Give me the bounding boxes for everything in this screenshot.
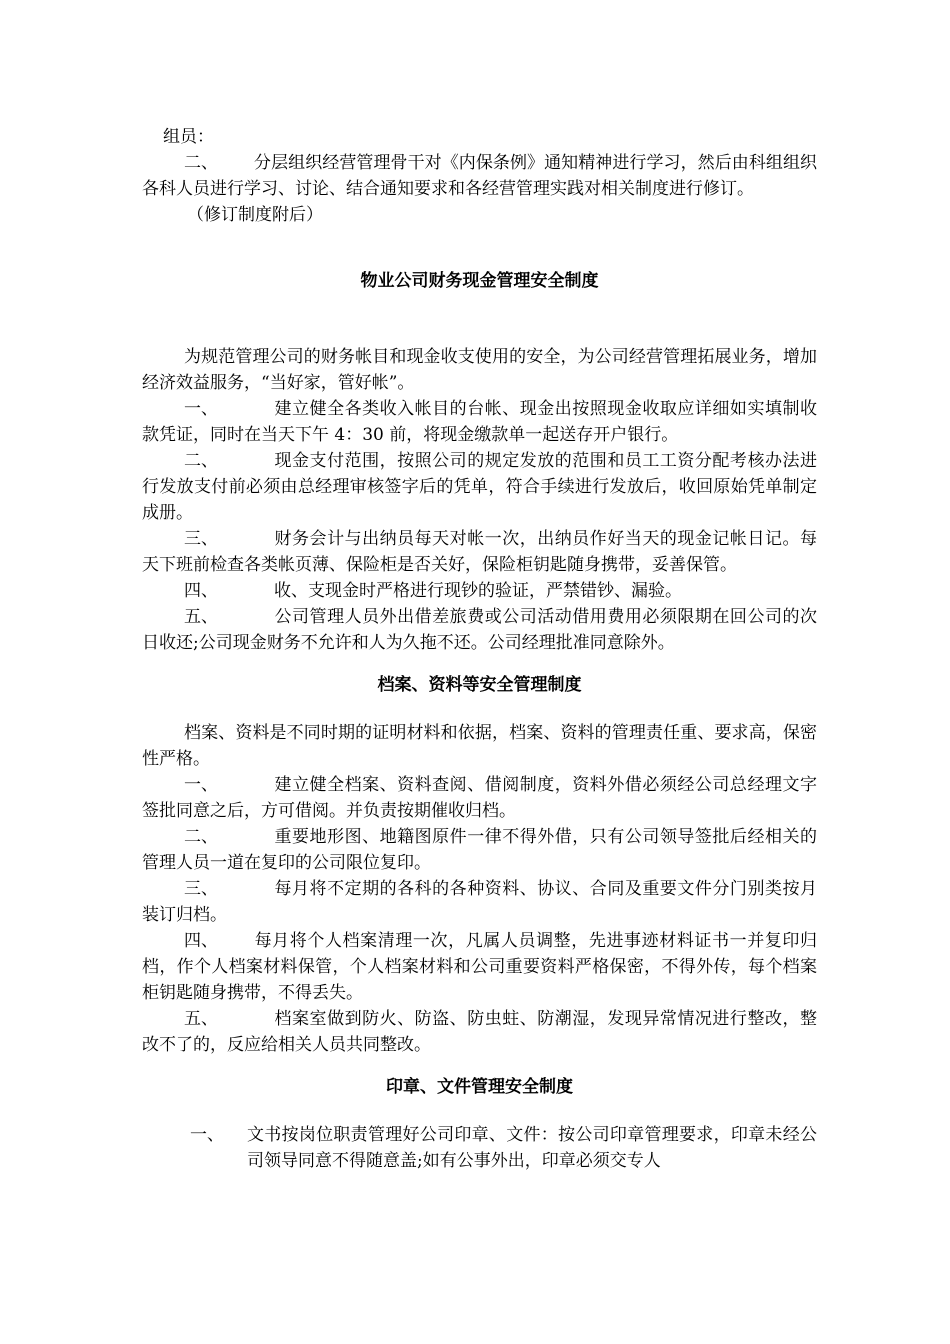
list-item [142, 578, 817, 604]
item-number: 三、 [184, 879, 218, 899]
item-text: 公司管理人员外出借差旅费或公司活动借用费用必须限期在回公司的次日收还;公司现金财务不允许和人为久拖不还。公司经理批准同意除外。 [142, 607, 817, 653]
item-number: 五、 [184, 1009, 218, 1029]
list-item [142, 772, 817, 824]
list-item [142, 824, 817, 876]
members-line: 组员： [163, 127, 214, 147]
section-intro: 档案、资料是不同时期的证明材料和依据，档案、资料的管理责任重、要求高，保密性严格。 [142, 723, 817, 769]
list-item [142, 448, 817, 526]
list-item [142, 396, 817, 448]
item-number: 四、 [184, 931, 218, 951]
item-number: 二、 [184, 153, 218, 173]
document-page [142, 124, 817, 1174]
revision-note: （修订制度附后） [187, 205, 323, 225]
item-text: 财务会计与出纳员每天对帐一次，出纳员作好当天的现金记帐日记。每天下班前检查各类帐页薄、保险柜是否关好，保险柜钥匙随身携带，妥善保管。 [142, 529, 817, 575]
list-item [142, 1122, 817, 1174]
item-number: 五、 [184, 607, 218, 627]
section-title-archives: 档案、资料等安全管理制度 [377, 675, 582, 695]
list-item [142, 1006, 817, 1058]
item-text: 现金支付范围，按照公司的规定发放的范围和员工工资分配考核办法进行发放支付前必须由总经理审核签字后的凭单，符合手续进行发放后，收回原始凭单制定成册。 [142, 451, 817, 523]
list-item [142, 526, 817, 578]
list-item [142, 876, 817, 928]
item-number: 一、 [190, 1125, 224, 1145]
item-text: 每月将个人档案清理一次，凡属人员调整，先进事迹材料证书一并复印归档，作个人档案材料保管，个人档案材料和公司重要资料严格保密，不得外传，每个档案柜钥匙随身携带，不得丢失。 [142, 931, 817, 1003]
item-number: 一、 [184, 775, 218, 795]
item-text: 重要地形图、地籍图原件一律不得外借，只有公司领导签批后经相关的管理人员一道在复印的公司限位复印。 [142, 827, 817, 873]
item-number: 二、 [184, 451, 218, 471]
section-title-finance: 物业公司财务现金管理安全制度 [360, 271, 599, 291]
list-item [142, 604, 817, 656]
section-intro: 为规范管理公司的财务帐目和现金收支使用的安全，为公司经营管理拓展业务，增加经济效益服务，“当好家，管好帐”。 [142, 347, 817, 393]
section-title-seals: 印章、文件管理安全制度 [386, 1077, 573, 1097]
item-number: 三、 [184, 529, 218, 549]
item-text: 每月将不定期的各科的各种资料、协议、合同及重要文件分门别类按月装订归档。 [142, 879, 817, 925]
list-item [142, 928, 817, 1006]
item-text: 建立健全各类收入帐目的台帐、现金出按照现金收取应详细如实填制收款凭证，同时在当天下午 4：30 前，将现金缴款单一起送存开户银行。 [142, 399, 817, 445]
item-text: 收、支现金时严格进行现钞的验证，严禁错钞、漏验。 [274, 581, 682, 601]
item-text: 文书按岗位职责管理好公司印章、文件：按公司印章管理要求，印章未经公司领导同意不得随意盖;如有公事外出，印章必须交专人 [247, 1125, 817, 1171]
item-text: 档案室做到防火、防盗、防虫蛀、防潮湿，发现异常情况进行整改，整改不了的，反应给相关人员共同整改。 [142, 1009, 817, 1055]
item-number: 二、 [184, 827, 218, 847]
item-text: 建立健全档案、资料查阅、借阅制度，资料外借必须经公司总经理文字签批同意之后，方可借阅。并负责按期催收归档。 [142, 775, 817, 821]
top-item-2 [142, 150, 817, 202]
item-number: 一、 [184, 399, 218, 419]
item-text: 分层组织经营管理骨干对《内保条例》通知精神进行学习，然后由科组组织各科人员进行学习、讨论、结合通知要求和各经营管理实践对相关制度进行修订。 [142, 153, 817, 199]
item-number: 四、 [184, 581, 218, 601]
